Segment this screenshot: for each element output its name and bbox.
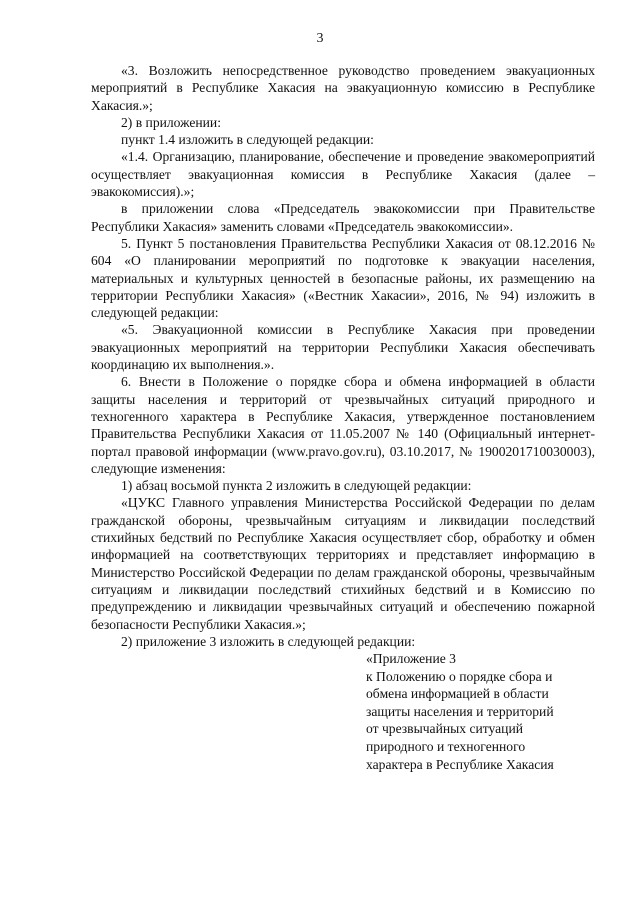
paragraph: «ЦУКС Главного управления Министерства Российской Федерации по делам гражданской обороны, чрезвычайным ситуациям и ликвидации последствий стихийных бедствий по Республике Хакасия осуществляет сбор, обработку и обмен информацией на соответствующих территориях и представляет информацию в Министерство Российской Федерации по делам гражданской обороны, чрезвычайным ситуациям и ликвидации последствий стихийных бедствий и в Комиссию по предупреждению и ликвидации чрезвычайных ситуаций и обеспечению пожарной безопасности Республики Хакасия.»;: [91, 495, 595, 632]
appendix-header-line: природного и техногенного: [366, 739, 526, 755]
paragraph: «5. Эвакуационной комиссии в Республике Хакасия при проведении эвакуационных мероприятий на территории Республики Хакасия обеспечивать координацию их выполнения.».: [91, 322, 595, 373]
appendix-header-line: обмена информацией в области: [366, 686, 549, 702]
paragraph: 6. Внести в Положение о порядке сбора и обмена информацией в области защиты населения и территорий от чрезвычайных ситуаций природного и техногенного характера в Республике Хакасия, утвержденное постановлением Правительства Республики Хакасия от 11.05.2007 № 140 (Официальный интернет-портал правовой информации (www.pravo.gov.ru), 03.10.2017, № 1900201710030003), следующие изменения:: [91, 374, 595, 476]
paragraph: 1) абзац восьмой пункта 2 изложить в следующей редакции:: [121, 478, 472, 494]
paragraph: «3. Возложить непосредственное руководство проведением эвакуационных мероприятий в Республике Хакасия на эвакуационную комиссию в Республике Хакасия.»;: [91, 63, 595, 113]
appendix-header-line: защиты населения и территорий: [366, 703, 554, 719]
paragraph: 5. Пункт 5 постановления Правительства Республики Хакасия от 08.12.2016 № 604 «О планировании мероприятий по подготовке к эвакуации населения, материальных и культурных ценностей в безопасные районы, их размещению на территории Республики Хакасия» («Вестник Хакасии», 2016, № 94) изложить в следующей редакции:: [91, 235, 595, 321]
paragraph: в приложении слова «Председатель эвакокомиссии при Правительстве Республики Хакасия» заменить словами «Председатель эвакокомиссии».: [91, 201, 595, 234]
appendix-header-line: характера в Республике Хакасия: [366, 756, 554, 772]
page-number: 3: [316, 31, 324, 46]
appendix-header-line: к Положению о порядке сбора и: [366, 668, 553, 684]
appendix-header: [366, 650, 595, 773]
appendix-header-line: «Приложение 3: [366, 651, 456, 667]
appendix-header-line: от чрезвычайных ситуаций: [366, 721, 524, 737]
paragraph: 2) приложение 3 изложить в следующей редакции:: [121, 633, 416, 649]
document-body: [91, 62, 595, 773]
paragraph: «1.4. Организацию, планирование, обеспечение и проведение эвакомероприятий осуществляет эвакуационная комиссия в Республике Хакасия (далее – эвакокомиссия).»;: [91, 149, 595, 200]
paragraph: пункт 1.4 изложить в следующей редакции:: [121, 132, 374, 148]
paragraph: 2) в приложении:: [121, 114, 221, 130]
